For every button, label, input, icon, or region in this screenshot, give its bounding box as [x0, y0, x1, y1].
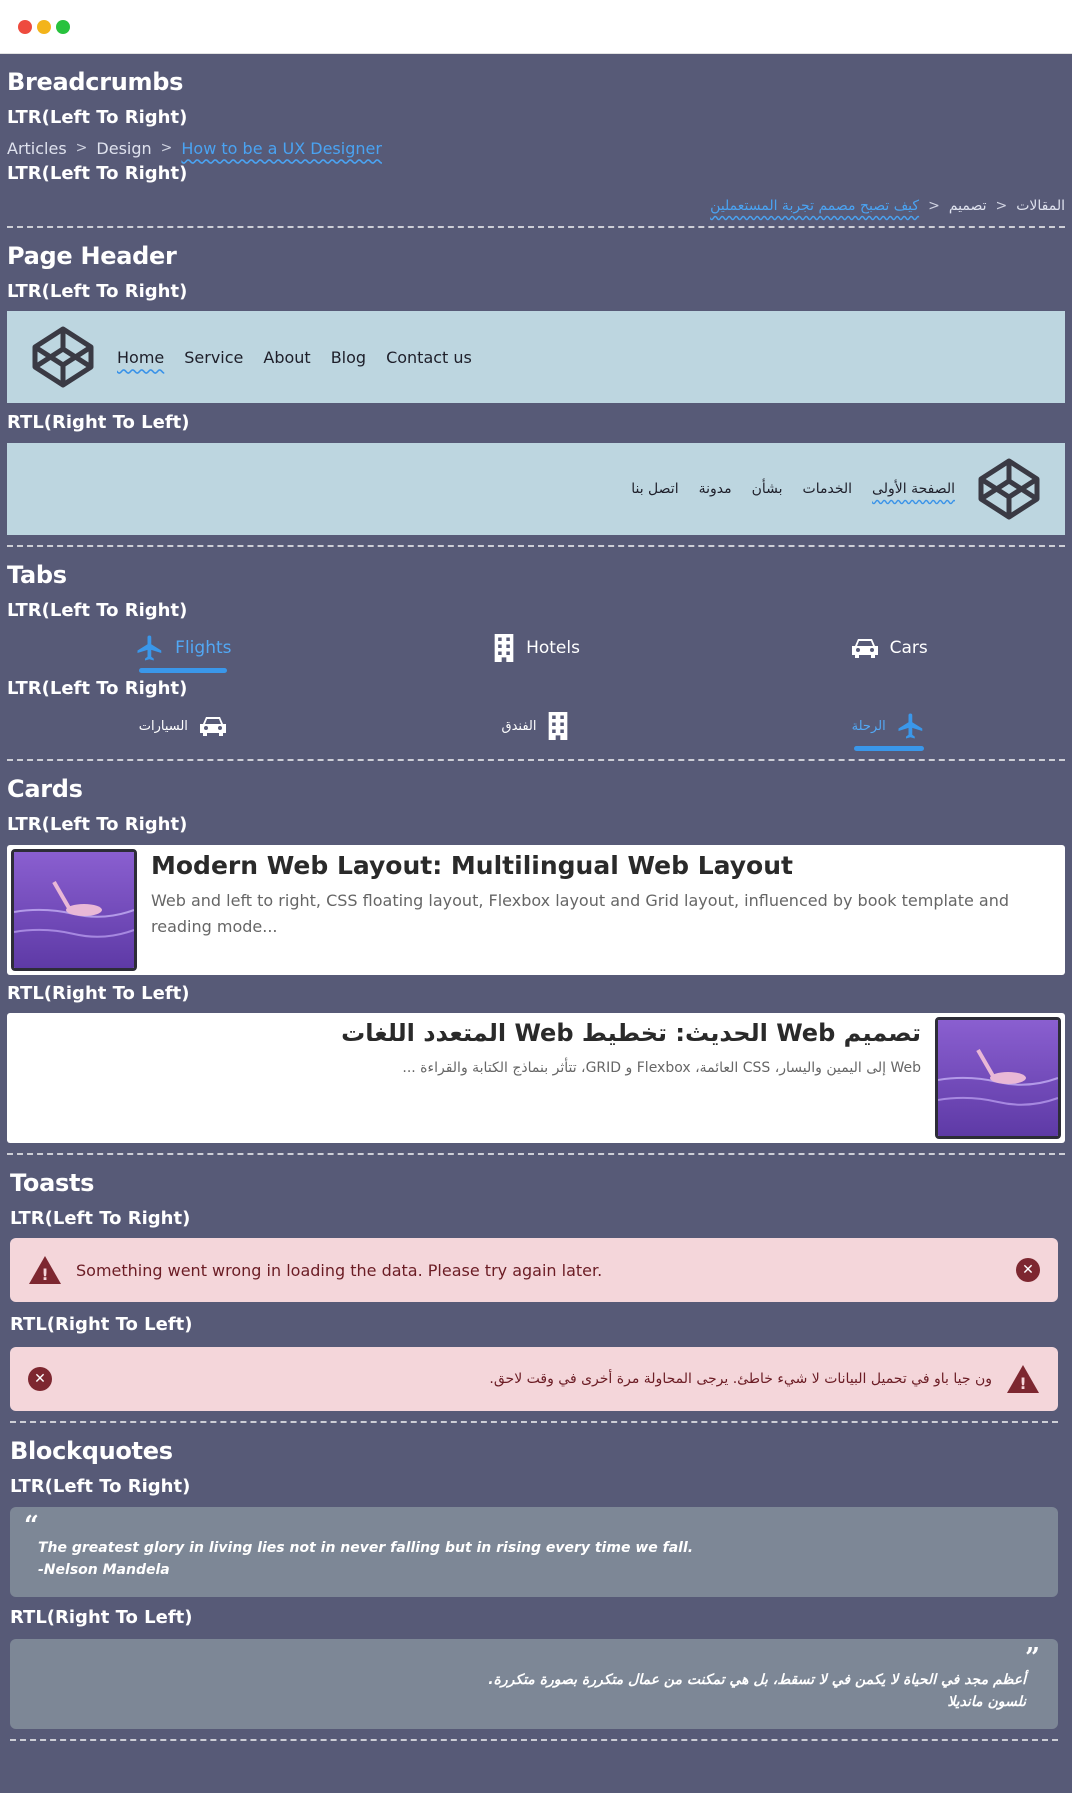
section-title-toasts: Toasts — [10, 1169, 95, 1197]
cards-rtl-label: RTL(Right To Left) — [7, 983, 190, 1004]
window-minimize-button[interactable] — [37, 20, 51, 34]
blockquotes-ltr-label: LTR(Left To Right) — [10, 1476, 191, 1497]
svg-text:!: ! — [1019, 1374, 1027, 1393]
quote-mark-icon: “ — [24, 1511, 39, 1541]
section-title-page-header: Page Header — [7, 242, 177, 270]
nav-item-home[interactable]: Home — [117, 347, 165, 367]
car-icon — [198, 714, 228, 738]
nav-item-service[interactable]: Service — [184, 347, 244, 367]
error-toast-rtl — [10, 1347, 1058, 1411]
blockquote-ltr — [10, 1507, 1058, 1597]
codepen-logo-icon[interactable] — [977, 457, 1041, 521]
tabs-rtl-label: LTR(Left To Right) — [7, 678, 188, 699]
breadcrumb-item-design-rtl[interactable]: تصميم — [948, 198, 987, 214]
breadcrumb-ltr — [7, 135, 1065, 161]
breadcrumb-item-current[interactable]: How to be a UX Designer — [181, 138, 382, 158]
tab-hotels[interactable] — [360, 634, 713, 662]
nav-item-home-rtl[interactable]: الصفحة الأولى — [872, 481, 955, 497]
nav-item-blog-rtl[interactable]: مدونة — [698, 481, 732, 497]
tab-flights-rtl[interactable] — [712, 711, 1065, 741]
window-maximize-button[interactable] — [56, 20, 70, 34]
section-title-tabs: Tabs — [7, 561, 67, 589]
building-icon — [546, 712, 570, 740]
nav-item-about-rtl[interactable]: بشأن — [751, 481, 783, 497]
chevron-left-icon: < — [928, 198, 940, 214]
page-header-ltr-label: LTR(Left To Right) — [7, 281, 188, 302]
tab-hotels-label: Hotels — [526, 638, 580, 658]
cards-ltr-label: LTR(Left To Right) — [7, 814, 188, 835]
tabs-ltr — [7, 626, 1065, 670]
toast-message: Something went wrong in loading the data. Please try again later. — [76, 1260, 603, 1280]
breadcrumb-item-design[interactable]: Design — [96, 138, 152, 158]
section-title-cards: Cards — [7, 775, 83, 803]
main-nav-rtl — [631, 481, 955, 497]
nav-item-contact-rtl[interactable]: اتصل بنا — [631, 481, 679, 497]
chevron-right-icon: > — [75, 140, 88, 156]
card-description-rtl: Web إلى اليمين واليسار، CSS العائمة، Flexbox و GRID، تتأثر بنماذج الكتابة والقراءة ... — [402, 1060, 921, 1076]
error-toast-ltr — [10, 1238, 1058, 1302]
section-title-blockquotes: Blockquotes — [10, 1437, 173, 1465]
window-close-button[interactable] — [18, 20, 32, 34]
page-header-rtl-label: RTL(Right To Left) — [7, 412, 190, 433]
quote-mark-icon: ” — [1025, 1643, 1040, 1673]
breadcrumbs-rtl-label: LTR(Left To Right) — [7, 163, 188, 184]
tab-flights-rtl-label: الرحلة — [851, 718, 886, 734]
warning-icon — [28, 1255, 62, 1285]
nav-item-blog[interactable]: Blog — [330, 347, 367, 367]
chevron-left-icon: < — [995, 198, 1008, 214]
tab-cars-rtl-label: السيارات — [138, 718, 188, 734]
chevron-right-icon: > — [160, 140, 173, 156]
section-title-breadcrumbs: Breadcrumbs — [7, 68, 184, 96]
blockquotes-rtl-label: RTL(Right To Left) — [10, 1607, 193, 1628]
main-nav — [117, 348, 472, 367]
card-thumbnail-image — [935, 1017, 1061, 1139]
tab-flights-label: Flights — [175, 638, 232, 658]
page-header-rtl — [7, 443, 1065, 535]
breadcrumb-item-articles[interactable]: Articles — [7, 138, 67, 158]
toasts-rtl-label: RTL(Right To Left) — [10, 1314, 193, 1335]
tab-cars-rtl[interactable] — [7, 714, 360, 738]
airplane-icon — [896, 711, 926, 741]
breadcrumb-item-articles-rtl[interactable]: المقالات — [1016, 198, 1065, 214]
close-icon[interactable]: ✕ — [28, 1367, 52, 1391]
nav-item-contact[interactable]: Contact us — [386, 347, 472, 367]
warning-icon — [1006, 1364, 1040, 1394]
blockquote-rtl — [10, 1639, 1058, 1729]
car-icon — [850, 636, 880, 660]
quote-author-rtl: نلسون مانديلا — [947, 1694, 1026, 1710]
quote-text: The greatest glory in living lies not in never falling but in rising every time we fall. — [38, 1540, 694, 1556]
page-header-ltr — [7, 311, 1065, 403]
window-titlebar — [0, 0, 1072, 54]
card-title-rtl: تصميم Web الحديث: تخطيط Web المتعدد اللغات — [341, 1019, 921, 1047]
tabs-ltr-label: LTR(Left To Right) — [7, 600, 188, 621]
quote-text-rtl: أعظم مجد في الحياة لا يكمن في لا تسقط، بل هي تمكنت من عمال متكررة بصورة متكررة. — [488, 1672, 1026, 1688]
tab-cars-label: Cars — [889, 638, 928, 658]
building-icon — [492, 634, 516, 662]
section-divider — [10, 1739, 1058, 1741]
toast-message-rtl: ون جيا باو في تحميل البيانات لا شيء خاطئ. يرجى المحاولة مرة أخرى في وقت لاحق. — [489, 1371, 992, 1387]
tab-hotels-rtl[interactable] — [360, 712, 713, 740]
card-thumbnail-image — [11, 849, 137, 971]
airplane-icon — [135, 633, 165, 663]
article-card-ltr[interactable] — [7, 845, 1065, 975]
close-icon[interactable]: ✕ — [1016, 1258, 1040, 1282]
article-card-rtl[interactable] — [7, 1013, 1065, 1143]
tabs-rtl — [7, 704, 1065, 748]
svg-text:!: ! — [41, 1265, 49, 1284]
breadcrumbs-ltr-label: LTR(Left To Right) — [7, 107, 188, 128]
toasts-ltr-label: LTR(Left To Right) — [10, 1208, 191, 1229]
quote-author: -Nelson Mandela — [38, 1562, 170, 1578]
tab-hotels-rtl-label: الفندق — [501, 718, 537, 734]
tab-flights[interactable] — [7, 633, 360, 663]
breadcrumb-item-current-rtl[interactable]: كيف تصبح مصمم تجربة المستعملين — [710, 198, 920, 214]
nav-item-about[interactable]: About — [263, 347, 311, 367]
card-description: Web and left to right, CSS floating layout, Flexbox layout and Grid layout, influenced by book template and reading mode... — [151, 891, 1010, 936]
codepen-logo-icon[interactable] — [31, 325, 95, 389]
breadcrumb-rtl — [7, 193, 1065, 219]
nav-item-service-rtl[interactable]: الخدمات — [802, 481, 853, 497]
tab-cars[interactable] — [712, 636, 1065, 660]
card-title: Modern Web Layout: Multilingual Web Layout — [151, 851, 793, 880]
